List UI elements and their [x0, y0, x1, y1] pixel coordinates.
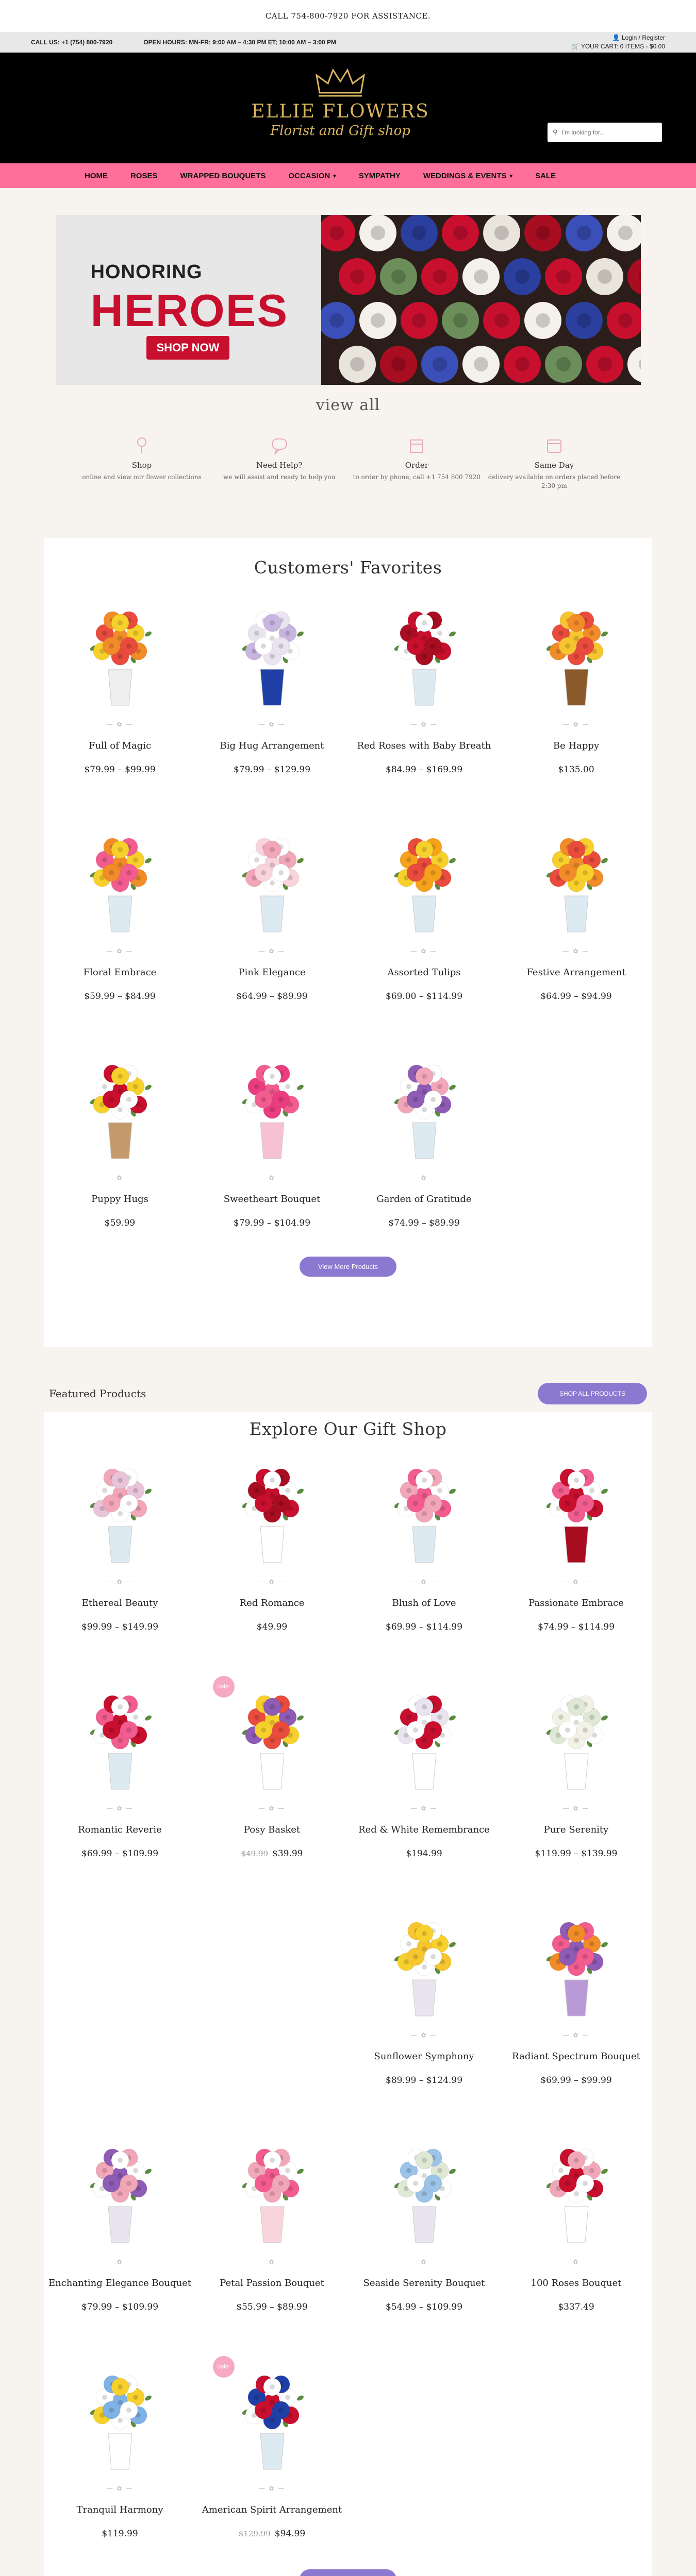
rating-stars-icon: — ✿ —: [258, 2485, 286, 2492]
product-image: [71, 1454, 169, 1568]
product-card[interactable]: [196, 1666, 348, 1892]
product-name[interactable]: Ethereal Beauty: [81, 1598, 158, 1608]
hero-shop-now-button[interactable]: SHOP NOW: [146, 336, 230, 360]
current-price: $79.99 – $104.99: [233, 1218, 311, 1228]
product-price: [44, 2302, 196, 2312]
nav-item-label: OCCASION: [288, 171, 330, 180]
product-card[interactable]: [348, 1035, 500, 1262]
hero-flower-image: [321, 215, 641, 385]
product-image-wrap[interactable]: [375, 1908, 473, 2021]
current-price: $79.99 – $99.99: [84, 765, 156, 775]
current-price: $79.99 – $129.99: [233, 765, 311, 775]
rating-stars-icon: — ✿ —: [258, 1174, 286, 1181]
product-price: [44, 1622, 196, 1632]
product-image-wrap[interactable]: [527, 1454, 625, 1568]
product-image: [71, 824, 169, 937]
product-price: [500, 1849, 652, 1859]
product-name[interactable]: Pure Serenity: [543, 1824, 609, 1835]
current-price: $94.99: [274, 2529, 306, 2539]
product-image-wrap[interactable]: [71, 824, 169, 937]
rating-stars-icon: — ✿ —: [106, 1805, 134, 1812]
rating-stars-icon: — ✿ —: [106, 947, 134, 955]
product-price: [196, 1849, 348, 1859]
product-image: [527, 1908, 625, 2021]
rating-stars-icon: — ✿ —: [562, 2031, 590, 2039]
shop-all-products-button[interactable]: SHOP ALL PRODUCTS: [538, 1383, 647, 1404]
feature-title: Need Help?: [256, 461, 303, 470]
current-price: $69.99 – $99.99: [540, 2075, 612, 2086]
nav-item-home[interactable]: [73, 172, 119, 180]
product-name[interactable]: Blush of Love: [392, 1598, 456, 1608]
product-card[interactable]: [500, 2119, 652, 2346]
chevron-down-icon: ▾: [509, 173, 513, 179]
product-name[interactable]: Petal Passion Bouquet: [220, 2278, 324, 2289]
feature-title: Shop: [131, 461, 152, 470]
rating-stars-icon: — ✿ —: [410, 947, 438, 955]
product-price: [348, 1849, 500, 1859]
product-name[interactable]: Sunflower Symphony: [374, 2051, 474, 2062]
current-price: $69.99 – $114.99: [385, 1622, 463, 1632]
nav-item-label: WEDDINGS & EVENTS: [423, 171, 507, 180]
rating-stars-icon: — ✿ —: [410, 2258, 438, 2265]
nav-item-label: WRAPPED BOUQUETS: [180, 171, 266, 180]
product-image-wrap[interactable]: [71, 1454, 169, 1568]
product-name[interactable]: Red Romance: [239, 1598, 305, 1608]
flower-icon: [131, 435, 152, 455]
product-image: [375, 1050, 473, 1164]
rating-stars-icon: — ✿ —: [258, 947, 286, 955]
product-price: [196, 2302, 348, 2312]
view-more-products-button[interactable]: View More Products: [300, 1257, 396, 1277]
current-price: $55.99 – $89.99: [236, 2302, 308, 2312]
product-card[interactable]: [196, 582, 348, 808]
feature-title: Same Day: [534, 461, 574, 470]
product-image: [71, 2361, 169, 2475]
nav-item-label: ROSES: [130, 171, 158, 180]
login-register-link[interactable]: [572, 33, 665, 42]
rating-stars-icon: — ✿ —: [106, 1174, 134, 1181]
product-card[interactable]: [348, 1439, 500, 1666]
product-image: [71, 1050, 169, 1164]
product-name[interactable]: Sweetheart Bouquet: [223, 1194, 321, 1205]
product-card[interactable]: [44, 808, 196, 1035]
nav-item-wrapped-bouquets[interactable]: [169, 172, 277, 180]
product-price: [500, 2302, 652, 2312]
product-name[interactable]: Tranquil Harmony: [76, 2504, 163, 2515]
product-price: [196, 1622, 348, 1632]
rating-stars-icon: — ✿ —: [106, 1578, 134, 1585]
product-image: [375, 597, 473, 710]
crown-icon: [309, 67, 371, 98]
product-image: [71, 597, 169, 710]
nav-item-label: HOME: [85, 171, 108, 180]
product-image: [375, 1454, 473, 1568]
cart-icon: 🛒: [571, 43, 579, 50]
feature-need-help: [212, 435, 346, 538]
product-price: [500, 2075, 652, 2086]
product-card[interactable]: [196, 2346, 348, 2572]
view-all-link[interactable]: view all: [316, 396, 380, 414]
current-price: $74.99 – $114.99: [537, 1622, 615, 1632]
product-card[interactable]: [348, 582, 500, 808]
product-image: [223, 597, 321, 710]
search-box[interactable]: [548, 123, 662, 142]
rating-stars-icon: — ✿ —: [562, 721, 590, 728]
rating-stars-icon: — ✿ —: [562, 947, 590, 955]
sale-badge: Sale!: [213, 2356, 235, 2378]
product-price: [44, 1218, 196, 1228]
current-price: $99.99 – $149.99: [81, 1622, 159, 1632]
product-image-wrap[interactable]: [527, 1908, 625, 2021]
product-price: [500, 1622, 652, 1632]
product-price: [500, 991, 652, 1002]
product-card[interactable]: [348, 1892, 500, 2119]
info-bar: [0, 32, 696, 53]
feature-shop: [75, 435, 209, 538]
call-us-text: CALL US: +1 (754) 800-7920: [31, 39, 113, 46]
gift-shop-title: Explore Our Gift Shop: [249, 1419, 447, 1439]
product-image: [223, 1050, 321, 1164]
product-card[interactable]: [500, 1892, 652, 2119]
product-name[interactable]: Radiant Spectrum Bouquet: [512, 2051, 640, 2062]
product-name[interactable]: Seaside Serenity Bouquet: [363, 2278, 485, 2289]
current-price: $74.99 – $89.99: [388, 1218, 460, 1228]
product-image-wrap[interactable]: [375, 824, 473, 937]
hero-banner[interactable]: [56, 215, 641, 385]
product-price: [348, 1622, 500, 1632]
rating-stars-icon: — ✿ —: [410, 2031, 438, 2039]
rating-stars-icon: — ✿ —: [410, 1174, 438, 1181]
product-name[interactable]: Posy Basket: [243, 1824, 301, 1835]
rating-stars-icon: — ✿ —: [562, 2258, 590, 2265]
product-image: [527, 1454, 625, 1568]
nav-item-occasion[interactable]: [277, 172, 347, 180]
current-price: $89.99 – $124.99: [385, 2075, 463, 2086]
current-price: $84.99 – $169.99: [385, 765, 463, 775]
product-image-wrap[interactable]: [375, 1681, 473, 1794]
feature-description: to order by phone, call +1 754 800 7920: [353, 473, 480, 481]
product-card[interactable]: [196, 1439, 348, 1666]
product-price: [44, 2529, 196, 2539]
product-image-wrap[interactable]: [223, 1050, 321, 1164]
product-image-wrap[interactable]: [217, 2361, 321, 2475]
featured-products-label: Featured Products: [49, 1387, 146, 1400]
product-name[interactable]: Full of Magic: [88, 740, 152, 751]
product-price: [348, 1218, 500, 1228]
login-label: Login / Register: [621, 34, 665, 41]
product-image-wrap[interactable]: [527, 2134, 625, 2248]
rating-stars-icon: — ✿ —: [258, 721, 286, 728]
product-image: [71, 2134, 169, 2248]
product-image: [223, 824, 321, 937]
feature-same-day: [487, 435, 621, 538]
product-card[interactable]: [44, 582, 196, 808]
product-image: [375, 824, 473, 937]
product-name[interactable]: Garden of Gratitude: [376, 1194, 472, 1205]
product-image-wrap[interactable]: [71, 2361, 169, 2475]
product-image-wrap[interactable]: [375, 1454, 473, 1568]
hero-bouquet-image: [321, 215, 641, 385]
empty-cell: [348, 2346, 500, 2572]
product-price: [44, 1849, 196, 1859]
current-price: $119.99: [102, 2529, 138, 2539]
original-price: $49.99: [241, 1849, 268, 1858]
product-card[interactable]: [44, 2346, 196, 2572]
features-row: [75, 435, 621, 538]
product-image: [223, 2361, 321, 2475]
product-image-wrap[interactable]: [223, 2134, 321, 2248]
product-name[interactable]: Romantic Reverie: [78, 1824, 162, 1835]
product-price: [348, 765, 500, 775]
current-price: $69.00 – $114.99: [385, 991, 463, 1002]
main-nav: [0, 163, 696, 188]
product-card[interactable]: [500, 1439, 652, 1666]
chat-icon: [269, 435, 290, 455]
nav-item-label: SALE: [535, 171, 556, 180]
rating-stars-icon: — ✿ —: [258, 2258, 286, 2265]
product-image-wrap[interactable]: [223, 824, 321, 937]
feature-description: delivery available on orders placed before 2:30 pm: [488, 473, 621, 489]
product-price: [348, 991, 500, 1002]
product-card[interactable]: [196, 1035, 348, 1262]
product-name[interactable]: Be Happy: [553, 740, 600, 751]
product-image: [375, 1681, 473, 1794]
empty-cell: [44, 1892, 196, 2119]
product-card[interactable]: [348, 2119, 500, 2346]
current-price: $337.49: [558, 2302, 594, 2312]
featured-products-bar: [44, 1381, 652, 1406]
current-price: $64.99 – $94.99: [540, 991, 612, 1002]
current-price: $69.99 – $109.99: [81, 1849, 159, 1859]
current-price: $135.00: [558, 765, 594, 775]
product-name[interactable]: Festive Arrangement: [526, 967, 626, 978]
hero-text-area: [56, 215, 321, 385]
product-price: [196, 1218, 348, 1228]
product-price: [44, 991, 196, 1002]
product-image: [71, 1681, 169, 1794]
product-image: [527, 2134, 625, 2248]
favorites-section: [44, 538, 652, 1347]
nav-item-weddings-events[interactable]: [412, 172, 524, 180]
product-image-wrap[interactable]: [223, 597, 321, 710]
product-image-wrap[interactable]: [527, 824, 625, 937]
product-card[interactable]: [44, 1035, 196, 1262]
site-logo[interactable]: [247, 67, 433, 139]
product-name[interactable]: Big Hug Arrangement: [220, 740, 324, 751]
product-image: [527, 1681, 625, 1794]
product-image-wrap[interactable]: [71, 597, 169, 710]
product-image-wrap[interactable]: [375, 2134, 473, 2248]
product-image-wrap[interactable]: [71, 2134, 169, 2248]
product-image-wrap[interactable]: [375, 597, 473, 710]
feature-title: Order: [405, 461, 428, 470]
product-image: [375, 1908, 473, 2021]
product-image: [527, 597, 625, 710]
product-image: [527, 824, 625, 937]
product-price: [348, 2075, 500, 2086]
rating-stars-icon: — ✿ —: [106, 2485, 134, 2492]
product-card[interactable]: [500, 808, 652, 1035]
announcement-bar: [0, 0, 696, 32]
product-price: [500, 765, 652, 775]
current-price: $59.99 – $84.99: [84, 991, 156, 1002]
product-name[interactable]: Pink Elegance: [238, 967, 306, 978]
product-image: [223, 1454, 321, 1568]
product-name[interactable]: Floral Embrace: [83, 967, 157, 978]
product-image: [375, 2134, 473, 2248]
product-image-wrap[interactable]: [217, 1681, 321, 1794]
product-card[interactable]: [44, 2119, 196, 2346]
search-icon: ⚲: [553, 128, 558, 137]
product-price: [196, 765, 348, 775]
rating-stars-icon: — ✿ —: [258, 1805, 286, 1812]
product-price: [196, 991, 348, 1002]
product-name[interactable]: Red Roses with Baby Breath: [357, 740, 491, 751]
rating-stars-icon: — ✿ —: [410, 1578, 438, 1585]
current-price: $49.99: [256, 1622, 288, 1632]
product-price: [44, 765, 196, 775]
product-card[interactable]: [348, 808, 500, 1035]
nav-item-sale[interactable]: [524, 172, 567, 180]
product-price: [196, 2529, 348, 2539]
product-name[interactable]: Assorted Tulips: [387, 967, 461, 978]
product-card[interactable]: [500, 1666, 652, 1892]
product-image: [223, 1681, 321, 1794]
hero-line2: HEROES: [90, 285, 289, 336]
cart-link[interactable]: [572, 42, 665, 51]
announcement-text: CALL 754-800-7920 FOR ASSISTANCE.: [265, 11, 431, 21]
nav-item-roses[interactable]: [119, 172, 169, 180]
rating-stars-icon: — ✿ —: [410, 721, 438, 728]
product-image-wrap[interactable]: [71, 1681, 169, 1794]
logo-subtitle: Florist and Gift shop: [270, 123, 410, 139]
product-image: [223, 2134, 321, 2248]
product-image-wrap[interactable]: [223, 1454, 321, 1568]
current-price: $39.99: [272, 1849, 303, 1859]
product-card[interactable]: [196, 2119, 348, 2346]
user-icon: 👤: [612, 34, 620, 41]
product-name[interactable]: Red & White Remembrance: [358, 1824, 490, 1835]
product-name[interactable]: Puppy Hugs: [91, 1194, 148, 1205]
rating-stars-icon: — ✿ —: [106, 2258, 134, 2265]
product-card[interactable]: [44, 1666, 196, 1892]
original-price: $129.99: [238, 2529, 271, 2538]
empty-cell: [500, 2346, 652, 2572]
product-image-wrap[interactable]: [375, 1050, 473, 1164]
feature-order: [350, 435, 484, 538]
feature-description: online and view our flower collections: [82, 473, 202, 481]
calendar-icon: [544, 435, 565, 455]
product-card[interactable]: [500, 582, 652, 808]
gift-shop-section: [44, 1412, 652, 2576]
rating-stars-icon: — ✿ —: [410, 1805, 438, 1812]
product-image-wrap[interactable]: [527, 597, 625, 710]
nav-item-label: SYMPATHY: [358, 171, 401, 180]
site-header: [0, 53, 696, 163]
product-name[interactable]: American Spirit Arrangement: [202, 2504, 342, 2515]
logo-name: ELLIE FLOWERS: [251, 101, 429, 122]
product-price: [348, 2302, 500, 2312]
favorites-title: Customers' Favorites: [254, 557, 442, 578]
feature-description: we will assist and ready to help you: [223, 473, 336, 481]
nav-item-sympathy[interactable]: [347, 172, 412, 180]
current-price: $64.99 – $89.99: [236, 991, 308, 1002]
chevron-down-icon: ▾: [333, 173, 336, 179]
current-price: $119.99 – $139.99: [535, 1849, 618, 1859]
current-price: $54.99 – $109.99: [385, 2302, 463, 2312]
product-image-wrap[interactable]: [527, 1681, 625, 1794]
product-card[interactable]: [196, 808, 348, 1035]
rating-stars-icon: — ✿ —: [106, 721, 134, 728]
rating-stars-icon: — ✿ —: [562, 1578, 590, 1585]
product-name[interactable]: Enchanting Elegance Bouquet: [48, 2278, 192, 2289]
cart-label: YOUR CART: 0 ITEMS - $0.00: [581, 43, 665, 50]
product-card[interactable]: [348, 1666, 500, 1892]
product-name[interactable]: 100 Roses Bouquet: [531, 2278, 622, 2289]
empty-cell: [196, 1892, 348, 2119]
sale-badge: Sale!: [213, 1676, 235, 1698]
search-input[interactable]: [562, 129, 655, 136]
hero-line1: HONORING: [90, 261, 203, 283]
open-hours-text: OPEN HOURS: MN-FR: 9:00 AM – 4:30 PM ET; 10:00 AM – 3:00 PM: [143, 39, 337, 46]
rating-stars-icon: — ✿ —: [562, 1805, 590, 1812]
current-price: $59.99: [104, 1218, 136, 1228]
box-icon: [406, 435, 427, 455]
rating-stars-icon: — ✿ —: [258, 1578, 286, 1585]
product-image-wrap[interactable]: [71, 1050, 169, 1164]
product-name[interactable]: Passionate Embrace: [528, 1598, 624, 1608]
current-price: $79.99 – $109.99: [81, 2302, 159, 2312]
current-price: $194.99: [406, 1849, 442, 1859]
product-card[interactable]: [44, 1439, 196, 1666]
